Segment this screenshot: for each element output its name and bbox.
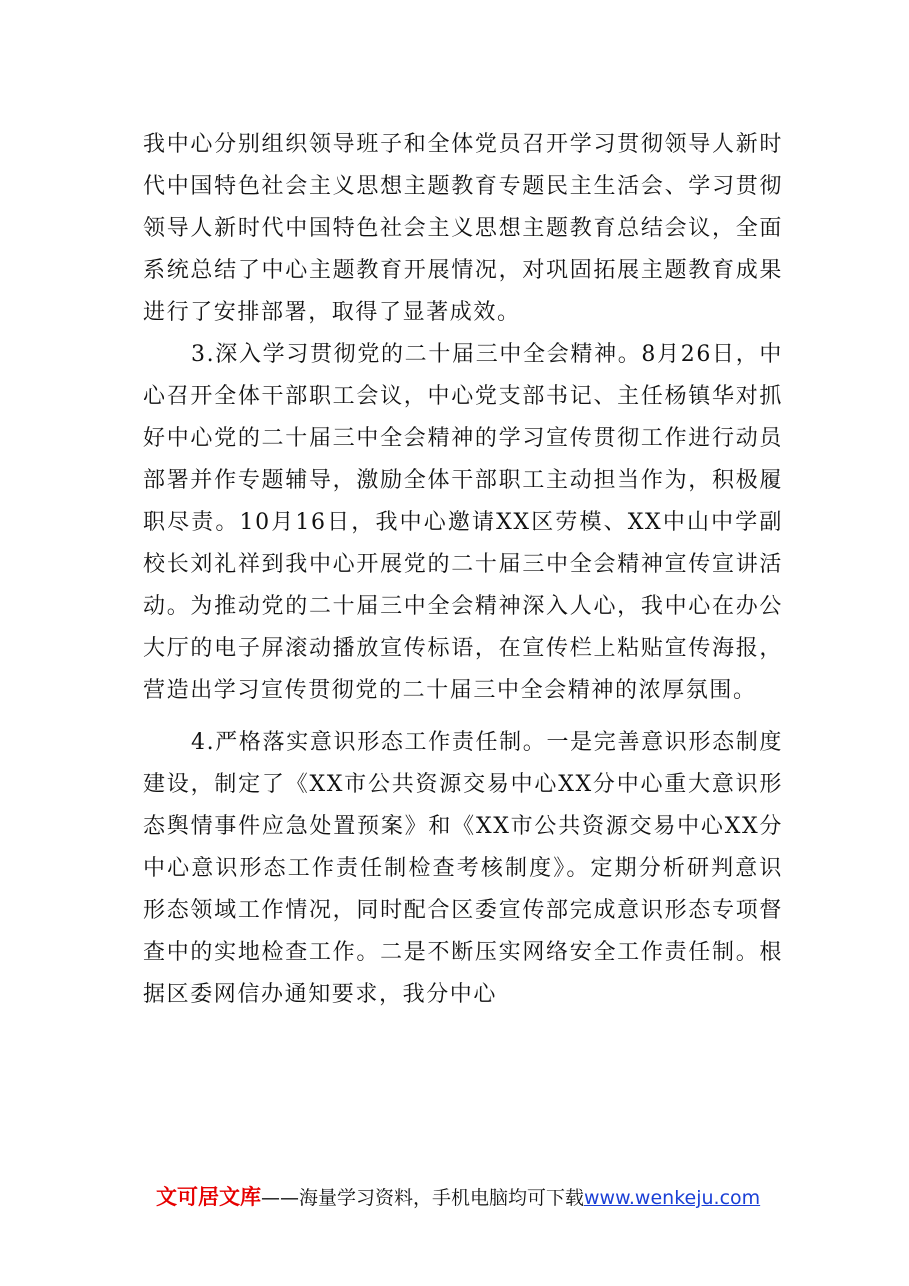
footer-tagline: ——海量学习资料，手机电脑均可下载 — [261, 1187, 585, 1209]
paragraph-item-4: 4.严格落实意识形态工作责任制。一是完善意识形态制度建设，制定了《XX市公共资源交易中心XX分中心重大意识形态舆情事件应急处置预案》和《XX市公共资源交易中心XX分中心意识形态工作责任制检查考核制度》。定期分析研判意识形态领域工作情况，同时配合区委宣传部完成意识形态专项督查中的实地检查工作。二是不断压实网络安全工作责任制。根据区委网信办通知要求，我分中心 — [143, 730, 783, 1007]
paragraph-continuation: 我中心分别组织领导班子和全体党员召开学习贯彻领导人新时代中国特色社会主义思想主题教育专题民主生活会、学习贯彻领导人新时代中国特色社会主义思想主题教育总结会议，全面系统总结了中心主题教育开展情况，对巩固拓展主题教育成果进行了安排部署，取得了显著成效。 — [143, 132, 783, 325]
paragraph-item-3: 3.深入学习贯彻党的二十届三中全会精神。8月26日，中心召开全体干部职工会议，中心党支部书记、主任杨镇华对抓好中心党的二十届三中全会精神的学习宣传贯彻工作进行动员部署并作专题辅导，激励全体干部职工主动担当作为，积极履职尽责。10月16日，我中心邀请XX区劳模、XX中山中学副校长刘礼祥到我中心开展党的二十届三中全会精神宣传宣讲活动。为推动党的二十届三中全会精神深入人心，我中心在办公大厅的电子屏滚动播放宣传标语，在宣传栏上粘贴宣传海报，营造出学习宣传贯彻党的二十届三中全会精神的浓厚氛围。 — [143, 342, 783, 703]
footer-website-link[interactable]: www.wenkeju.com — [584, 1187, 761, 1209]
document-body — [143, 124, 783, 1016]
footer-brand: 文可居文库 — [156, 1185, 261, 1209]
footer-banner — [156, 1180, 760, 1214]
